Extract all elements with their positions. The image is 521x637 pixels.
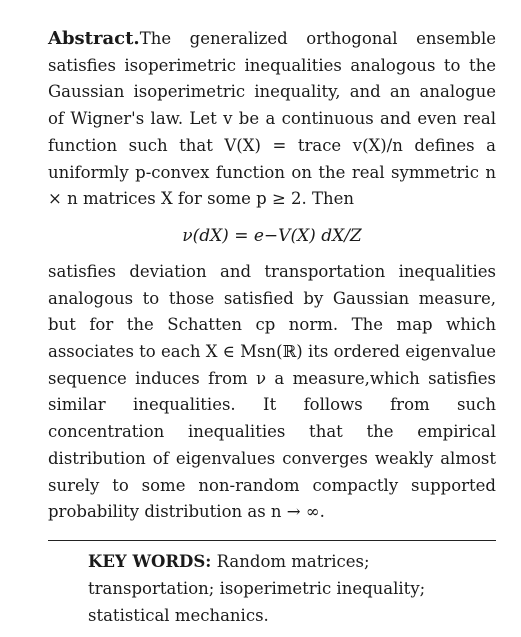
keywords-block [88,548,464,629]
keywords-heading: KEY WORDS: [88,552,212,571]
abstract-heading: Abstract. [48,28,140,49]
measure-equation: ν(dX) = e−V(X) dX/Z [182,225,362,246]
abstract-paragraph-2: satisfies deviation and transportation inequalities analogous to those satisfied by Gaussian measure, but for the Schatten cp norm. The map which associates to each X ∈ Msn(ℝ) its ordered eigenvalue sequence induces from ν a measure,which satisfies similar inequalities. It follows from such concentration inequalities that the empirical distribution of eigenvalues converges weakly almost surely to some non-random compactly supported probability distribution as n → ∞. [48,261,497,522]
keywords-text: Random matrices; transportation; isoperimetric inequality; statistical mechanics. [88,552,426,625]
abstract-text-1: The generalized orthogonal ensemble satisfies isoperimetric inequalities analogous to the Gaussian isoperimetric inequality, and an analogue of Wigner's law. Let v be a continuous and even real function such that V(X) = trace v(X)/n defines a uniformly p-convex function on the real symmetric n × n matrices X for some p ≥ 2. Then [48,29,496,209]
abstract-paragraph-1 [48,26,496,213]
separator-rule [48,540,496,541]
abstract-block [48,26,496,526]
